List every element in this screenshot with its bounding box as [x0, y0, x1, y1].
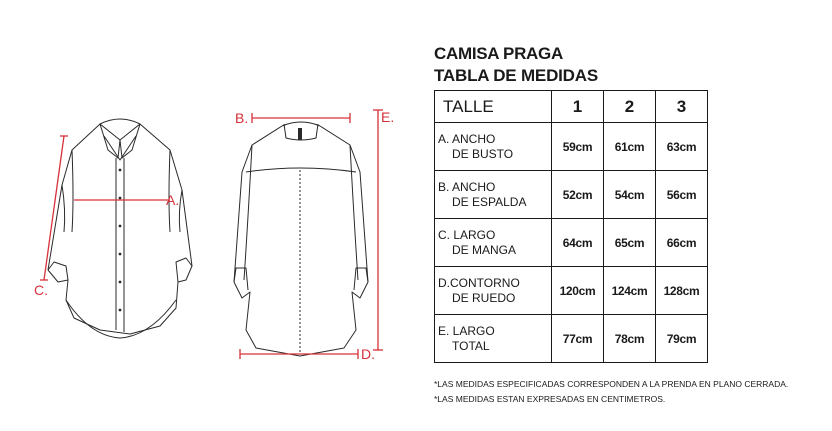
table-row — [435, 171, 708, 219]
table-cell: 64cm — [552, 219, 604, 267]
table-cell: 56cm — [656, 171, 708, 219]
size-chart-title: TABLA DE MEDIDAS — [434, 66, 598, 85]
table-cell: 78cm — [604, 315, 656, 363]
table-cell: 54cm — [604, 171, 656, 219]
measure-label-b: B. — [235, 110, 249, 126]
measure-label-d: D. — [361, 346, 375, 362]
back-view-shirt — [234, 122, 368, 356]
front-buttons — [119, 169, 122, 312]
table-row — [435, 315, 708, 363]
table-cell: 52cm — [552, 171, 604, 219]
table-cell: 128cm — [656, 267, 708, 315]
header-size-2: 2 — [604, 91, 656, 123]
footnotes — [434, 377, 788, 407]
table-cell: 65cm — [604, 219, 656, 267]
measure-line-c — [44, 136, 64, 280]
table-cell: 66cm — [656, 219, 708, 267]
footnote-flat-measure: *LAS MEDIDAS ESPECIFICADAS CORRESPONDEN A LA PRENDA EN PLANO CERRADA. — [434, 379, 789, 389]
row-label: A. ANCHO DE BUSTO — [435, 123, 552, 171]
row-label: B. ANCHO DE ESPALDA — [435, 171, 552, 219]
header-talle: TALLE — [435, 91, 552, 123]
footnote-units: *LAS MEDIDAS ESTAN EXPRESADAS EN CENTIMETROS. — [434, 394, 666, 404]
measure-lines — [40, 110, 383, 359]
header-size-3: 3 — [656, 91, 708, 123]
measure-label-e: E. — [381, 109, 395, 125]
table-cell: 63cm — [656, 123, 708, 171]
table-row — [435, 123, 708, 171]
table-cell: 120cm — [552, 267, 604, 315]
size-table — [434, 90, 708, 363]
row-label: C. LARGO DE MANGA — [435, 219, 552, 267]
measure-label-c: C. — [34, 282, 48, 298]
product-title: CAMISA PRAGA — [434, 44, 563, 63]
back-label-tag — [298, 128, 302, 140]
front-view-shirt — [48, 119, 192, 338]
table-cell: 59cm — [552, 123, 604, 171]
table-cell: 124cm — [604, 267, 656, 315]
size-table-header — [435, 91, 708, 123]
table-row — [435, 267, 708, 315]
table-row — [435, 219, 708, 267]
row-label: D.CONTORNO DE RUEDO — [435, 267, 552, 315]
measure-label-a: A. — [166, 192, 180, 208]
header-size-1: 1 — [552, 91, 604, 123]
table-cell: 77cm — [552, 315, 604, 363]
row-label: E. LARGO TOTAL — [435, 315, 552, 363]
table-cell: 61cm — [604, 123, 656, 171]
table-cell: 79cm — [656, 315, 708, 363]
